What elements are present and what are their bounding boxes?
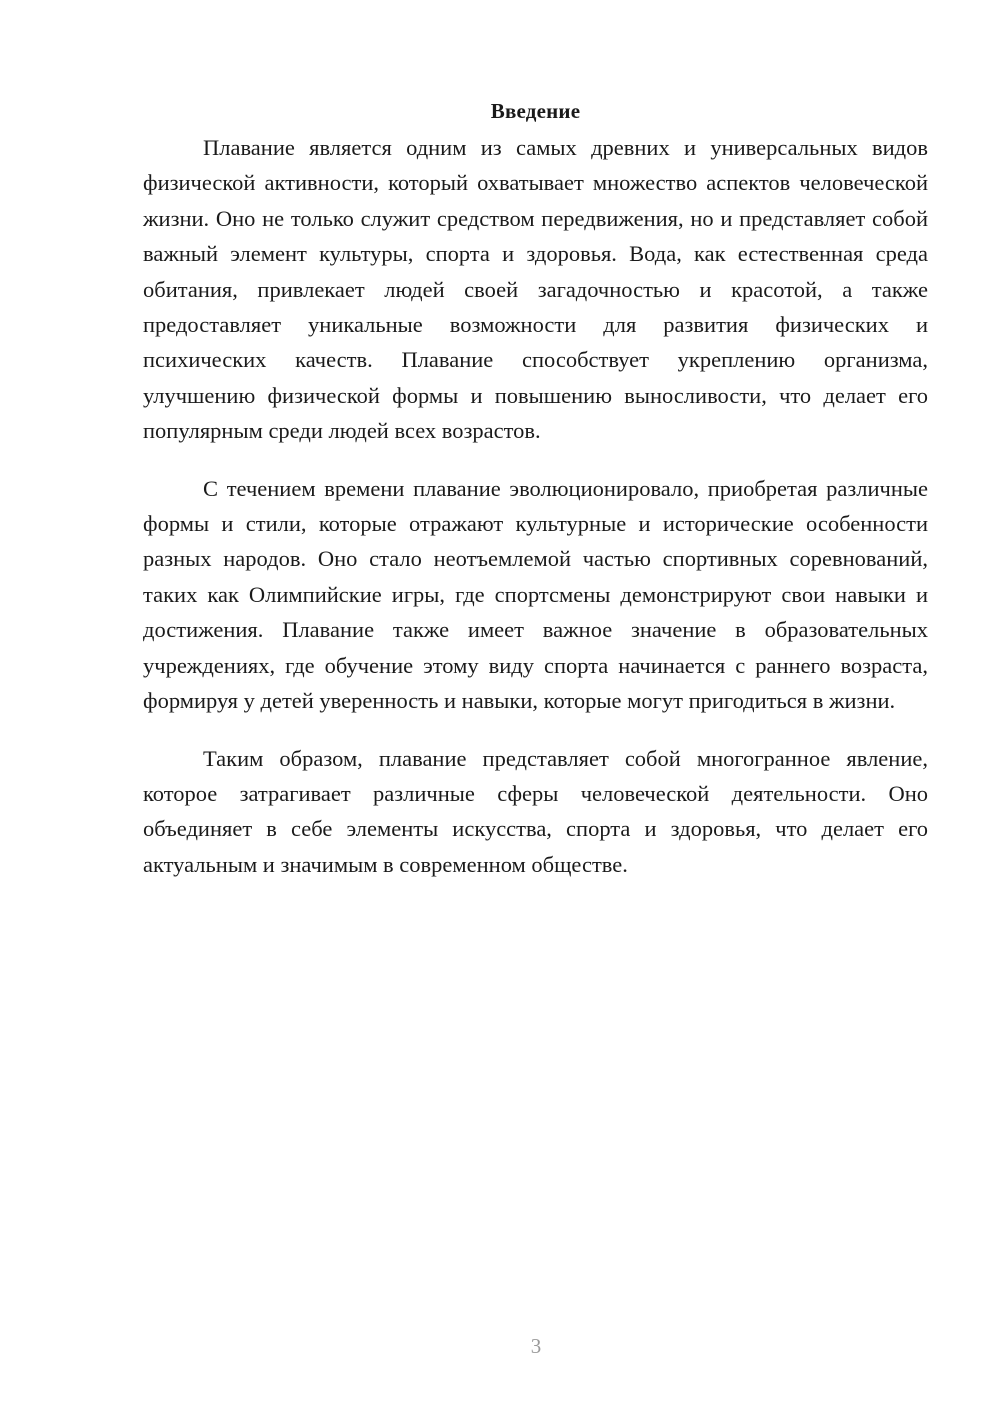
section-heading: Введение — [490, 99, 581, 123]
page-number: 3 — [530, 1334, 542, 1358]
page-content — [143, 96, 928, 904]
paragraph-3: Таким образом, плавание представляет собой многогранное явление, которое затрагивает различные сферы человеческой деятельности. Оно объединяет в себе элементы искусства, спорта и здоровья, что делает его актуальным и значимым в современном обществе. — [143, 745, 928, 877]
paragraph-1: Плавание является одним из самых древних и универсальных видов физической активности, который охватывает множество аспектов человеческой жизни. Оно не только служит средством передвижения, но и представляет собой важный элемент культуры, спорта и здоровья. Вода, как естественная среда обитания, привлекает людей своей загадочностью и красотой, а также предоставляет уникальные возможности для развития физических и психических качеств. Плавание способствует укреплению организма, улучшению физической формы и повышению выносливости, что делает его популярным среди людей всех возрастов. — [143, 135, 928, 444]
paragraph-2: С течением времени плавание эволюционировало, приобретая различные формы и стили, которые отражают культурные и исторические особенности разных народов. Оно стало неотъемлемой частью спортивных соревнований, таких как Олимпийские игры, где спортсмены демонстрируют свои навыки и достижения. Плавание также имеет важное значение в образовательных учреждениях, где обучение этому виду спорта начинается с раннего возраста, формируя у детей уверенность и навыки, которые могут пригодиться в жизни. — [143, 475, 928, 714]
